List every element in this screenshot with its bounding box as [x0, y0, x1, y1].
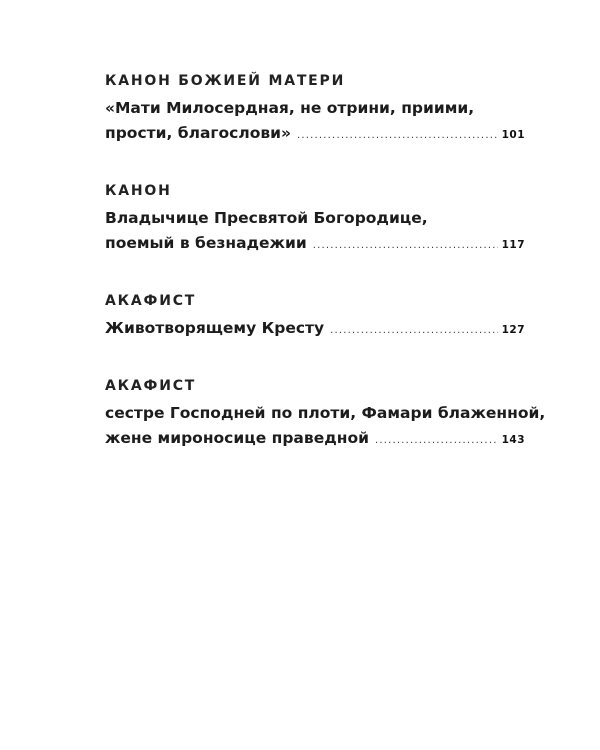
- entry-title-line: жене мироносице праведной: [105, 429, 369, 447]
- entry-title-line: Владычице Пресвятой Богородице,: [105, 209, 428, 227]
- dot-leader: [313, 233, 498, 258]
- entry-leader-line: [105, 121, 525, 148]
- entry-title-line: прости, благослови»: [105, 124, 292, 142]
- entry-leader-line: [105, 426, 525, 453]
- entry-title-line: поемый в безнадежии: [105, 234, 307, 252]
- entry-kicker: КАНОН БОЖИЕЙ МАТЕРИ: [105, 73, 346, 89]
- page-number: 143: [501, 434, 525, 446]
- dot-leader: [330, 318, 497, 343]
- page-number: 117: [501, 239, 525, 251]
- entry-title-line: Животворящему Кресту: [105, 319, 325, 337]
- entry-kicker: АКАФИСТ: [105, 378, 197, 394]
- entry-title-line: «Мати Милосердная, не отрини, приими,: [105, 99, 475, 117]
- page-number: 101: [501, 129, 525, 141]
- entry-kicker: КАНОН: [105, 183, 172, 199]
- entry-leader-line: [105, 316, 525, 343]
- entry-leader-line: [105, 231, 525, 258]
- toc-entry[interactable]: [105, 72, 525, 148]
- toc-entry[interactable]: [105, 292, 525, 343]
- entry-title-line: сестре Господней по плоти, Фамари блаженной,: [105, 404, 546, 422]
- entry-kicker: АКАФИСТ: [105, 293, 197, 309]
- dot-leader: [375, 428, 498, 453]
- toc-entry[interactable]: [105, 182, 525, 258]
- toc-entry[interactable]: [105, 377, 546, 453]
- page-number: 127: [501, 324, 525, 336]
- dot-leader: [297, 123, 498, 148]
